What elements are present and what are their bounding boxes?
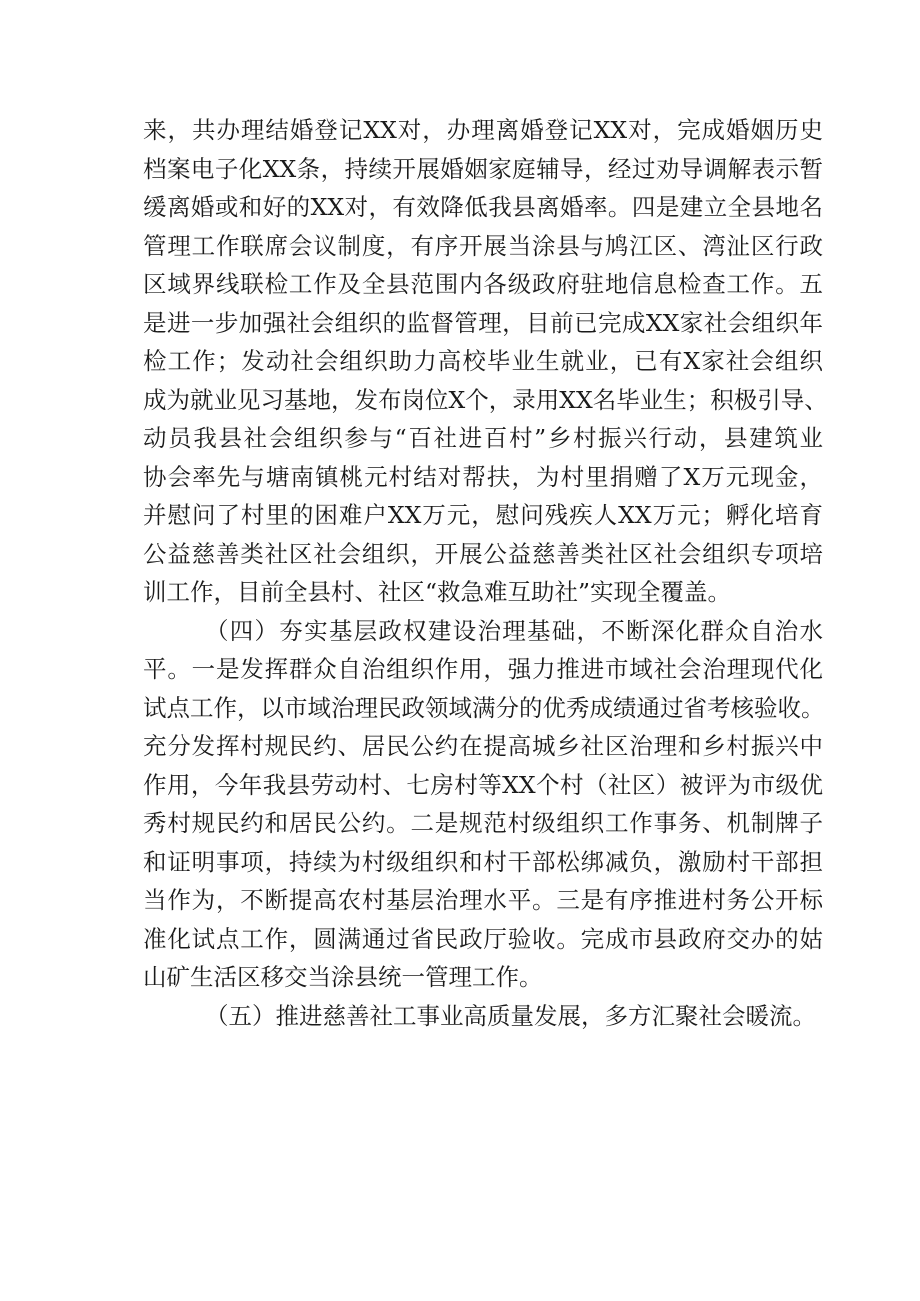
section-heading-4: （四）夯实基层政权建设治理基础，不断深化群众自治水 <box>205 616 823 645</box>
text-line: 管理工作联席会议制度，有序开展当涂县与鸠江区、湾沚区行政 <box>143 231 823 260</box>
text-line: 是进一步加强社会组织的监督管理，目前已完成XX家社会组织年 <box>143 308 823 337</box>
text-line: 准化试点工作，圆满通过省民政厅验收。完成市县政府交办的姑 <box>143 924 823 953</box>
text-line: 来，共办理结婚登记XX对，办理离婚登记XX对，完成婚姻历史 <box>143 116 823 144</box>
text-line: 档案电子化XX条，持续开展婚姻家庭辅导，经过劝导调解表示暂 <box>143 154 823 183</box>
text-line: 训工作，目前全县村、社区“救急难互助社”实现全覆盖。 <box>143 578 732 606</box>
text-line: 充分发挥村规民约、居民公约在提高城乡社区治理和乡村振兴中 <box>143 732 823 760</box>
text-line: 山矿生活区移交当涂县统一管理工作。 <box>143 963 543 991</box>
text-line: 作用，今年我县劳动村、七房村等XX个村（社区）被评为市级优 <box>143 770 823 799</box>
text-line: 公益慈善类社区社会组织，开展公益慈善类社区社会组织专项培 <box>143 539 823 568</box>
text-line: 秀村规民约和居民公约。二是规范村级组织工作事务、机制牌子 <box>143 809 823 837</box>
section-heading-5: （五）推进慈善社工事业高质量发展，多方汇聚社会暖流。 <box>205 1001 816 1030</box>
text-line: 检工作；发动社会组织助力高校毕业生就业，已有X家社会组织 <box>143 347 823 375</box>
text-line: 当作为，不断提高农村基层治理水平。三是有序推进村务公开标 <box>143 886 823 914</box>
text-line: 缓离婚或和好的XX对，有效降低我县离婚率。四是建立全县地名 <box>143 193 823 221</box>
text-line: 平。一是发挥群众自治组织作用，强力推进市域社会治理现代化 <box>143 655 823 683</box>
body-text <box>143 111 828 1035</box>
text-line: 并慰问了村里的困难户XX万元，慰问残疾人XX万元；孵化培育 <box>143 501 823 529</box>
text-line: 动员我县社会组织参与“百社进百村”乡村振兴行动，县建筑业 <box>143 424 823 452</box>
text-line: 区域界线联检工作及全县范围内各级政府驻地信息检查工作。五 <box>143 270 823 298</box>
text-line: 和证明事项，持续为村级组织和村干部松绑减负，激励村干部担 <box>143 847 823 876</box>
text-line: 成为就业见习基地，发布岗位X个，录用XX名毕业生；积极引导、 <box>143 385 828 414</box>
text-line: 协会率先与塘南镇桃元村结对帮扶，为村里捐赠了X万元现金， <box>143 462 823 491</box>
text-line: 试点工作，以市域治理民政领域满分的优秀成绩通过省考核验收。 <box>143 693 825 722</box>
